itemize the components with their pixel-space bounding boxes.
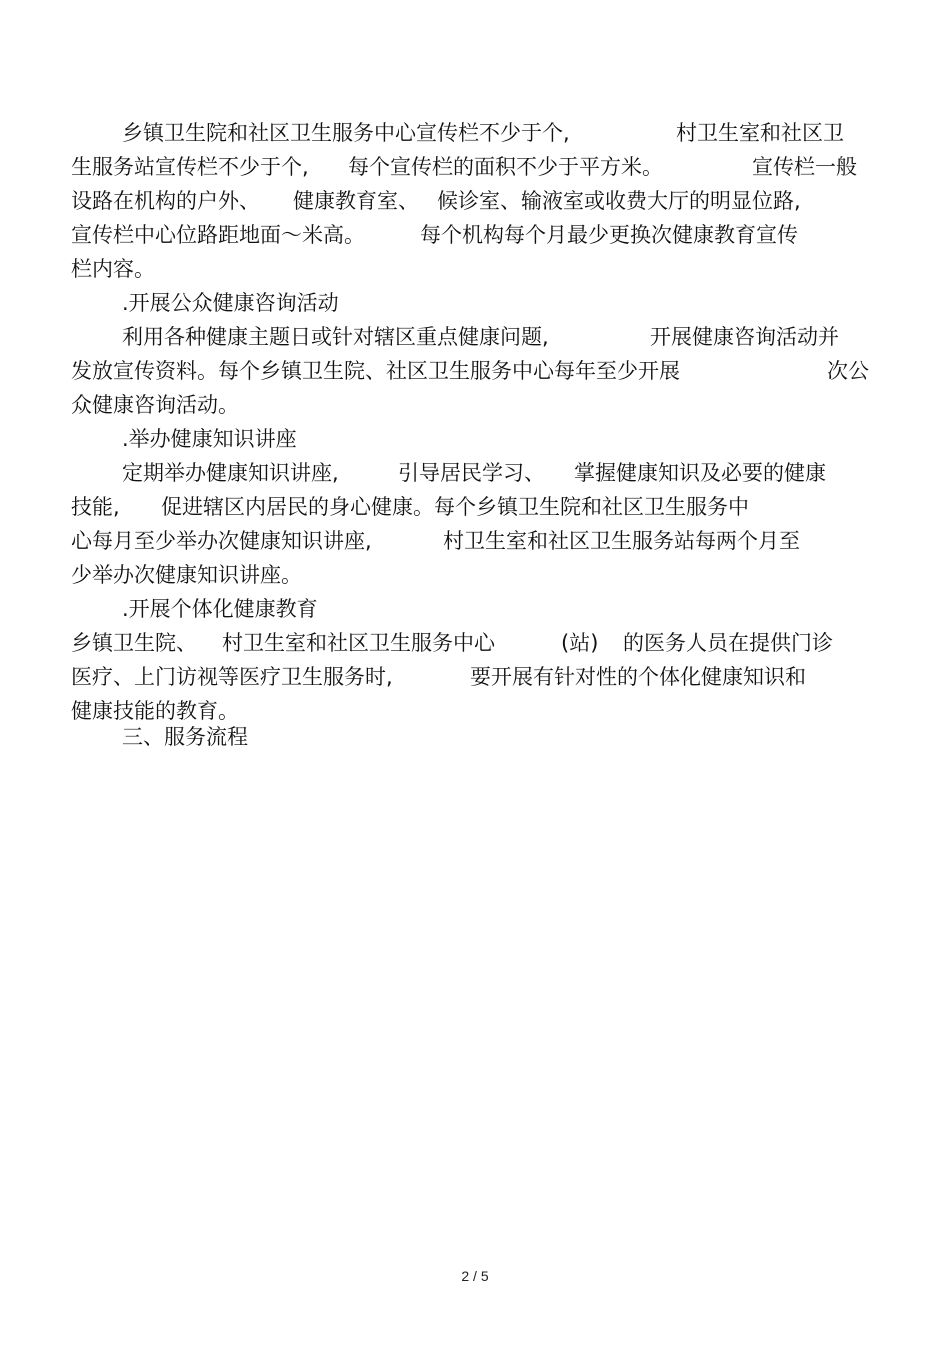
text-segment: 乡镇卫生院和社区卫生服务中心宣传栏不少于个, — [122, 121, 570, 145]
text-segment: 健康技能的教育。 — [71, 699, 239, 723]
section-heading — [0, 720, 950, 754]
section-heading — [0, 422, 950, 456]
text-segment: .开展公众健康咨询活动 — [122, 291, 339, 315]
text-segment: (站) — [561, 631, 599, 655]
text-line — [0, 456, 950, 490]
text-line — [0, 626, 950, 660]
text-segment: 每个机构每个月最少更换次健康教育宣传 — [420, 223, 798, 247]
text-line — [0, 252, 950, 286]
text-segment: .开展个体化健康教育 — [122, 597, 318, 621]
text-segment: 心每月至少举办次健康知识讲座, — [71, 529, 372, 553]
section-heading — [0, 592, 950, 626]
text-line — [0, 218, 950, 252]
section-heading — [0, 286, 950, 320]
text-line — [0, 660, 950, 694]
text-segment: 宣传栏中心位路距地面～米高。 — [71, 223, 365, 247]
text-segment: 技能, — [71, 495, 120, 519]
text-segment: 健康教育室、 — [293, 189, 419, 213]
text-segment: 利用各种健康主题日或针对辖区重点健康问题, — [122, 325, 549, 349]
text-segment: 次公 — [827, 359, 869, 383]
text-segment: 每个宣传栏的面积不少于平方米。 — [348, 155, 663, 179]
text-segment: 的医务人员在提供门诊 — [623, 631, 833, 655]
text-line — [0, 524, 950, 558]
text-segment: 定期举办健康知识讲座, — [122, 461, 339, 485]
text-segment: 医疗、上门访视等医疗卫生服务时, — [71, 665, 393, 689]
text-line — [0, 558, 950, 592]
text-segment: 生服务站宣传栏不少于个, — [71, 155, 309, 179]
text-line — [0, 116, 950, 150]
page-number: 2 / 5 — [461, 1268, 489, 1284]
text-segment: 掌握健康知识及必要的健康 — [574, 461, 826, 485]
text-line — [0, 388, 950, 422]
text-segment: 开展健康咨询活动并 — [650, 325, 839, 349]
text-segment: 三、服务流程 — [122, 725, 248, 749]
text-line — [0, 184, 950, 218]
text-segment: 村卫生室和社区卫生服务中心 — [222, 631, 495, 655]
text-line — [0, 320, 950, 354]
text-segment: 设路在机构的户外、 — [71, 189, 260, 213]
text-segment: 宣传栏一般 — [752, 155, 857, 179]
text-line — [0, 150, 950, 184]
text-line — [0, 354, 950, 388]
text-segment: .举办健康知识讲座 — [122, 427, 297, 451]
text-segment: 少举办次健康知识讲座。 — [71, 563, 302, 587]
text-segment: 引导居民学习、 — [398, 461, 545, 485]
text-segment: 栏内容。 — [71, 257, 155, 281]
text-segment: 促进辖区内居民的身心健康。每个乡镇卫生院和社区卫生服务中 — [161, 495, 749, 519]
text-segment: 要开展有针对性的个体化健康知识和 — [470, 665, 806, 689]
text-segment: 候诊室、输液室或收费大厅的明显位路, — [437, 189, 801, 213]
text-segment: 村卫生室和社区卫生服务站每两个月至 — [443, 529, 800, 553]
text-line — [0, 490, 950, 524]
text-segment: 村卫生室和社区卫 — [676, 121, 844, 145]
text-segment: 发放宣传资料。每个乡镇卫生院、社区卫生服务中心每年至少开展 — [71, 359, 680, 383]
text-segment: 众健康咨询活动。 — [71, 393, 239, 417]
text-segment: 乡镇卫生院、 — [71, 631, 197, 655]
